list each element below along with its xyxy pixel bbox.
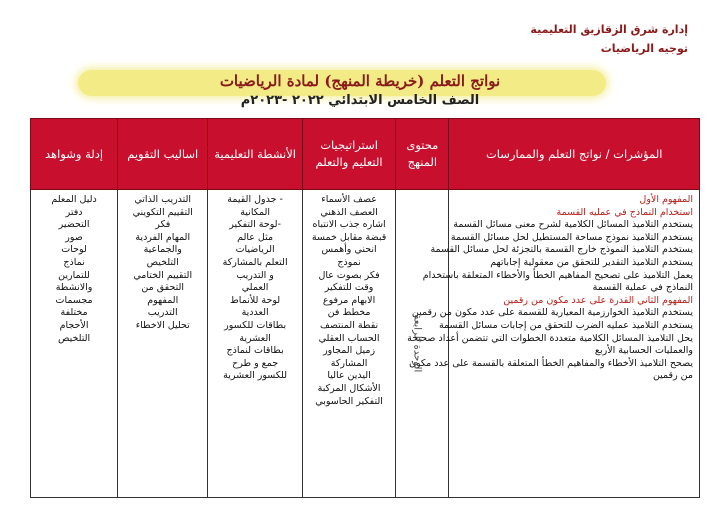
activity-item: مثل عالم [237,231,274,243]
evidence-item: صور [65,231,83,243]
content-cell [396,190,449,498]
activity-item: - جدول القيمة [227,194,283,205]
activity-item: العددية [241,307,269,319]
strategy-item: نقطة المنتصف [319,319,379,331]
strategy-item: زميل المجاور [323,345,376,357]
header-activities: الأنشطة التعليمية [208,119,303,190]
activity-item: لوحة للأنماط [230,294,281,306]
page-subtitle: الصف الخامس الابتدائي ٢٠٢٢ -٢٠٢٣م [240,93,480,108]
header-block [530,20,688,58]
indicator-line: النماذج في عملية القسمة [592,282,693,294]
page-title: نواتج التعلم (خريطة المنهج) لمادة الرياضيات [219,72,501,90]
strategy-item: العصف الذهني [320,206,378,218]
strategy-item: فكر بصوت عال [318,269,380,281]
indicator-line: والعمليات الحسابية الأربع [594,345,693,357]
table-row [31,190,700,498]
strategy-item: التفكير الحاسوبي [315,395,383,407]
evidence-cell [31,190,118,498]
strategy-item: الحساب العقلي [318,332,380,344]
assessment-item: التدريب [147,307,178,319]
indicator-line: يستخدم التلاميذ نموذج مساحة المستطيل لحل مسائل القسمة [450,231,693,243]
assessment-item: والجماعية [143,244,182,256]
department-name: توجيه الرياضيات [600,42,688,55]
evidence-item: الأحجام [59,319,89,331]
strategy-item: قبضة مقابل خمسة [311,231,387,243]
indicator-line: يستخدم التلاميذ الخوارزمية المعيارية للقسمة على عدد مكون من رقمين [411,307,693,319]
header-assessment: اساليب التقويم [118,119,208,190]
evidence-item: التلخيص [57,332,91,344]
indicator-line: يستخدم التلاميذ عمليه الضرب للتحقق من إجابات مسائل القسمة [438,319,693,331]
assessment-item: تحليل الاخطاء [135,319,190,331]
assessment-item: التحقق من [141,282,185,294]
activity-item: -لوحة التفكير [229,219,281,231]
activity-item: الرياضيات [235,244,275,256]
activity-item: العملي [241,282,269,294]
activity-item: المكانية [240,206,270,218]
indicator-line: المفهوم الثاني القدرة على عدد مكون من رقمين [503,294,693,306]
assessment-item: التقييم التكويني [132,206,193,218]
strategy-item: عصف الأسماء [321,194,377,205]
administration-name: إدارة شرق الزقازيق التعليمية [530,23,688,36]
header-content: محتوى المنهج [396,119,449,190]
indicator-line: يستخدم التلاميذ النموذج خارج القسمة بالتجزئة لحل مسائل القسمة [430,244,693,256]
assessment-item: المهام الفردية [135,231,191,243]
evidence-item: نماذج [63,256,85,268]
evidence-item: لوحات [61,244,87,256]
activities-cell [208,190,303,498]
assessment-item: المفهوم [147,294,179,306]
assessment-item: التدريب الذاتي [134,194,192,205]
assessment-cell [118,190,208,498]
indicator-line: يحل التلاميذ المسائل الكلامية متعددة الخطوات التي تتضمن أعداد صحيحة [407,332,693,344]
evidence-item: للتمارين [58,269,90,281]
indicator-line: من رقمين [652,370,693,382]
indicator-line: يستخدم التلاميذ المسائل الكلامية لشرح معنى مسائل القسمة [453,219,693,231]
indicator-line: يعمل التلاميذ على تصحيح المفاهيم الخطأ والأخطاء المتعلقة باستخدام [422,269,693,281]
strategy-item: اشاره جذب الانتباه [312,219,386,231]
evidence-item: دليل المعلم [51,194,97,205]
strategy-item: انحني وأهمس [321,244,377,256]
activity-item: العشرية [239,332,271,344]
indicator-line: يستخدم التلاميذ التقدير للتحقق من معقولية إجاباتهم [490,256,693,268]
curriculum-table [30,118,700,498]
activity-item: للكسور العشرية [223,370,288,382]
evidence-item: التحضير [58,219,90,231]
indicator-line: المفهوم الأول [639,194,693,205]
indicator-line: استخدام النماذج في عمليه القسمة [556,206,693,218]
strategy-item: المشاركة [330,357,368,369]
activity-item: بطاقات للكسور [224,319,287,331]
unit-label: الوحدة الرابعة [411,314,423,373]
assessment-item: التلخيص [146,256,179,268]
activity-item: التعلم بالمشاركة [222,256,288,268]
header-strategies: استراتيجيات التعليم والتعلم [302,119,395,190]
assessment-item: فكر [155,219,171,231]
evidence-item: دفتر [65,206,83,218]
table-header-row [31,119,700,190]
activity-item: بطاقات لنماذج [226,345,284,357]
evidence-item: مجسمات [55,294,93,306]
activity-item: جمع و طرح [232,357,279,369]
strategy-item: الأشكال المركبة [317,382,381,394]
indicator-line: يصحح التلاميذ الأخطاء والمفاهيم الخطأ المتعلقة بالقسمة على عدد مكون [409,357,693,369]
strategy-item: الابهام مرفوع [322,294,376,306]
strategy-item: اليدين عاليا [327,370,371,382]
strategy-item: وقت للتفكير [324,282,374,294]
strategy-item: مخطط فن [327,307,371,319]
evidence-item: مختلفة [60,307,88,319]
activity-item: و التدريب [236,269,274,281]
strategy-item: نموذج [337,256,361,268]
assessment-item: التقييم الختامي [133,269,193,281]
header-indicators: المؤشرات / نواتج التعلم والممارسات [449,119,700,190]
strategies-cell [302,190,395,498]
header-evidence: إدلة وشواهد [31,119,118,190]
evidence-item: والانشطة [55,282,93,294]
